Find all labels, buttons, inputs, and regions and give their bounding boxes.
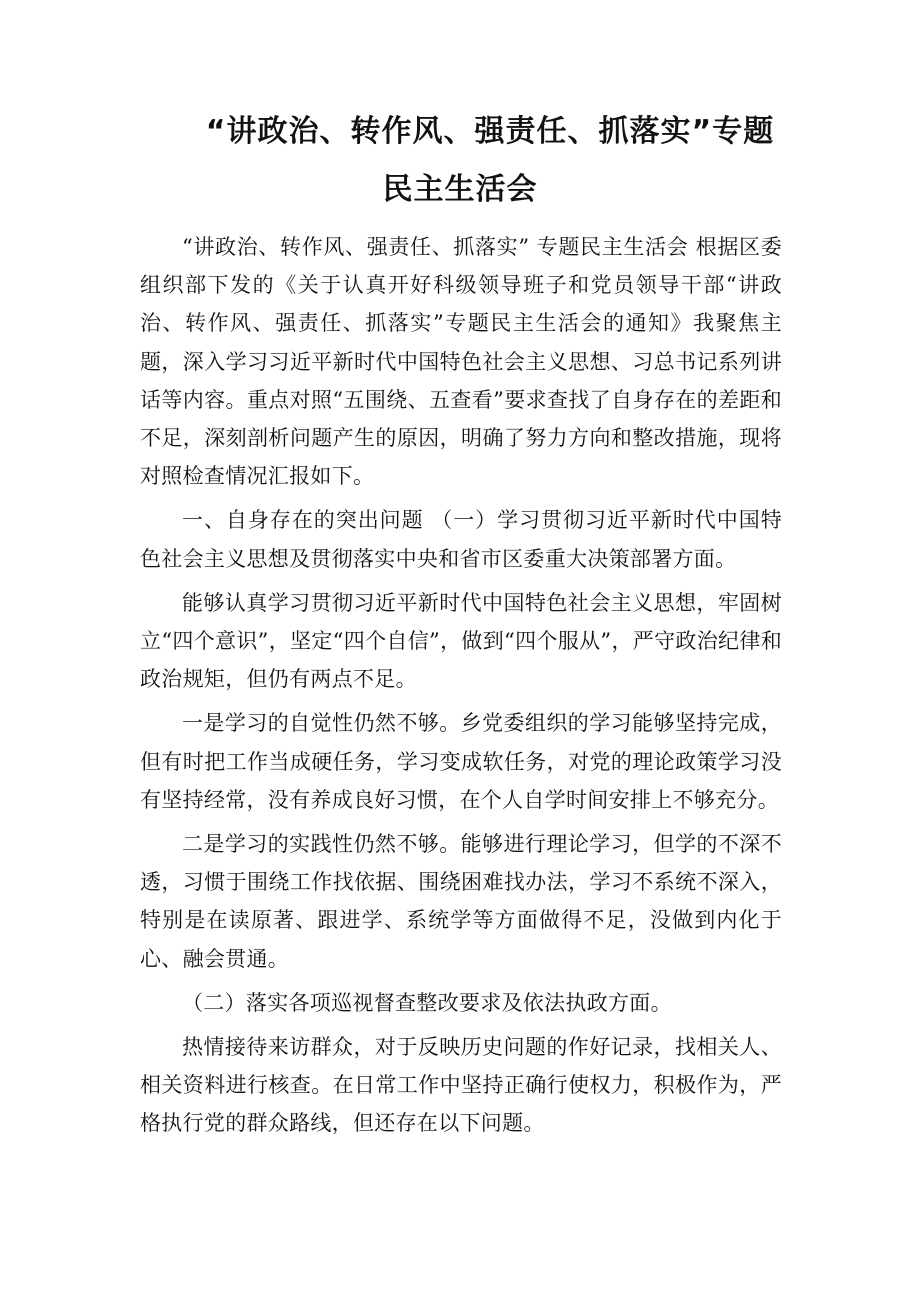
paragraph-section-1-heading: 一、自身存在的突出问题 （一）学习贯彻习近平新时代中国特色社会主义思想及贯彻落实中央和省市区委重大决策部署方面。 [140,508,782,571]
document-title-line-2: 民主生活会 [382,172,538,207]
paragraph-study-summary: 能够认真学习贯彻习近平新时代中国特色社会主义思想，牢固树立“四个意识”，坚定“四个自信”，做到“四个服从”，严守政治纪律和政治规矩，但仍有两点不足。 [140,590,782,692]
paragraph-point-one: 一是学习的自觉性仍然不够。乡党委组织的学习能够坚持完成，但有时把工作当成硬任务，学习变成软任务，对党的理论政策学习没有坚持经常，没有养成良好习惯，在个人自学时间安排上不够充分。 [140,711,782,812]
paragraph-visitors: 热情接待来访群众，对于反映历史问题的作好记录，找相关人、相关资料进行核查。在日常工作中坚持正确行使权力，积极作为，严格执行党的群众路线，但还存在以下问题。 [140,1035,782,1136]
document-body [140,228,782,1143]
paragraph-point-two: 二是学习的实践性仍然不够。能够进行理论学习，但学的不深不透，习惯于围绕工作找依据、围绕困难找办法，学习不系统不深入，特别是在读原著、跟进学、系统学等方面做得不足，没做到内化于心、融会贯通。 [140,832,782,971]
document-title-line-1: “讲政治、转作风、强责任、抓落实”专题 [205,114,775,149]
paragraph-intro: “讲政治、转作风、强责任、抓落实” 专题民主生活会 根据区委组织部下发的《关于认真开好科级领导班子和党员领导干部“讲政治、转作风、强责任、抓落实”专题民主生活会的通知》我聚焦主题，深入学习习近平新时代中国特色社会主义思想、习总书记系列讲话等内容。重点对照“五围绕、五查看”要求查找了自身存在的差距和不足，深刻剖析问题产生的原因，明确了努力方向和整改措施，现将对照检查情况汇报如下。 [140,235,782,489]
paragraph-section-2-heading: （二）落实各项巡视督查整改要求及依法执政方面。 [182,990,672,1015]
